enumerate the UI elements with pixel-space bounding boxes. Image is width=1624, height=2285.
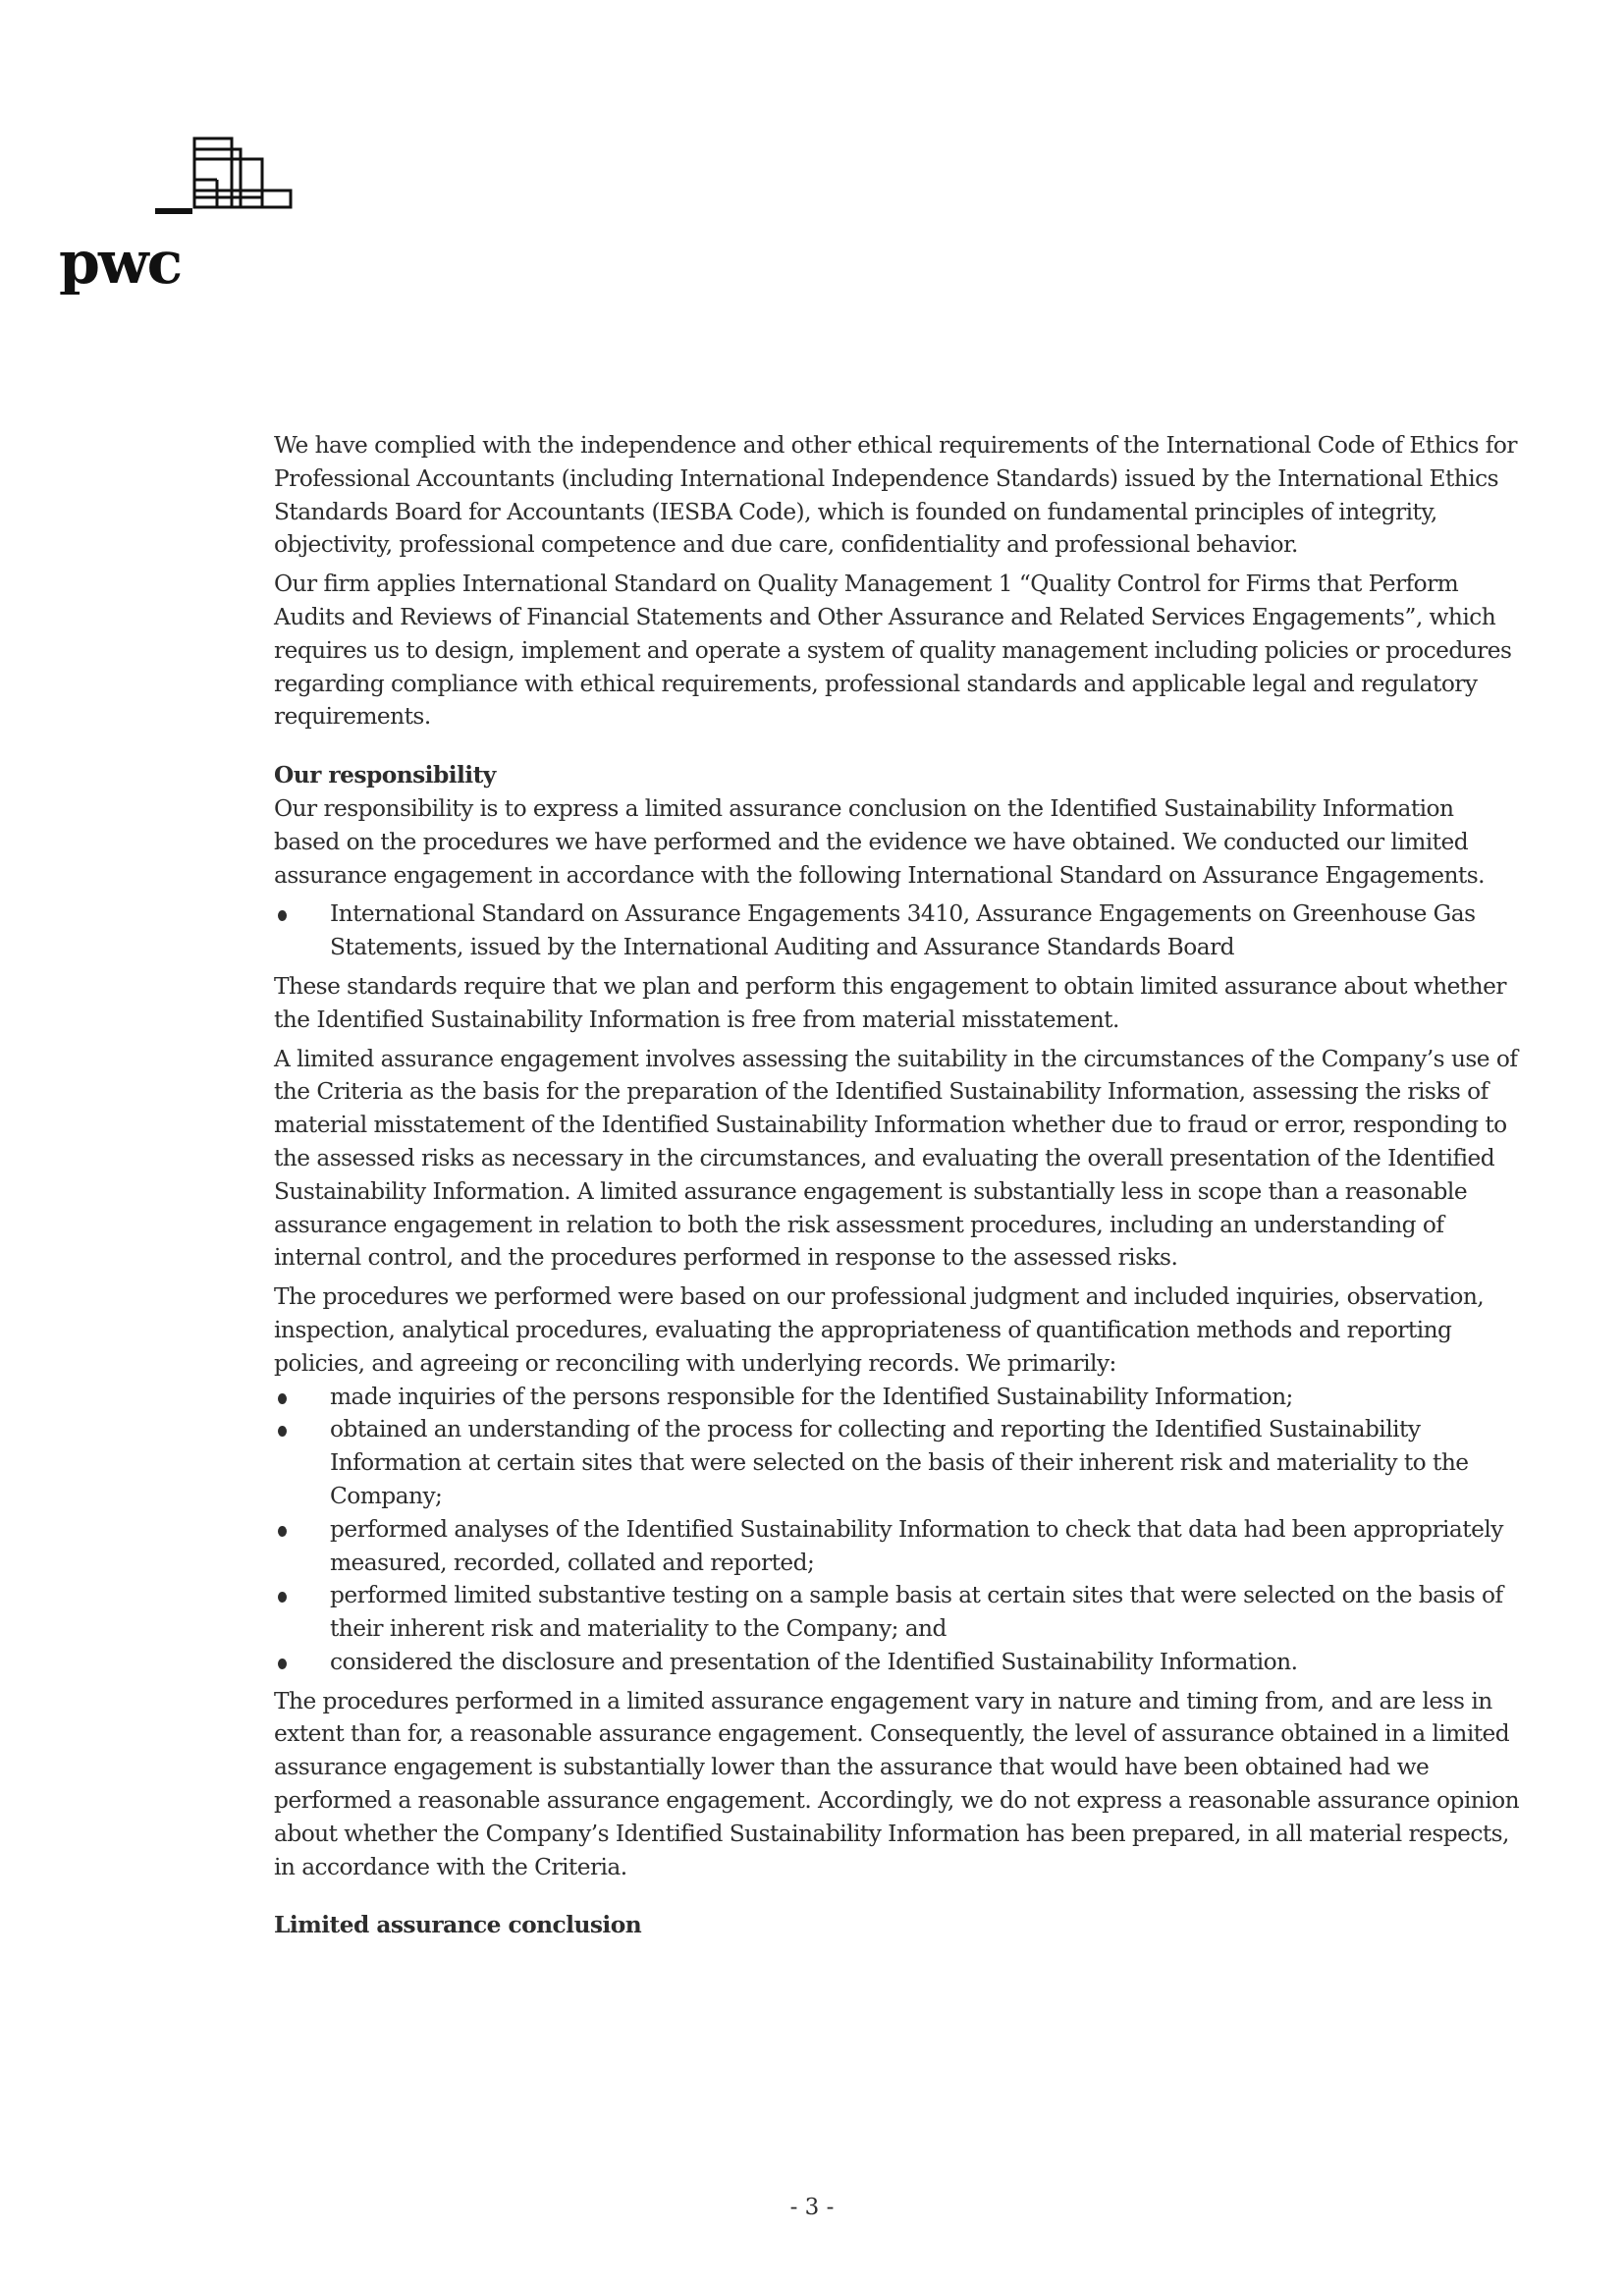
section-heading-limited-assurance-conclusion: Limited assurance conclusion xyxy=(274,1912,642,1939)
list-item: considered the disclosure and presentation of the Identified Sustainability Information. xyxy=(274,1646,1526,1679)
list-item: performed limited substantive testing on a sample basis at certain sites that were selected on the basis of their inherent risk and materiality to the Company; and xyxy=(274,1579,1526,1646)
standards-list xyxy=(274,898,1526,964)
list-item: International Standard on Assurance Engagements 3410, Assurance Engagements on Greenhouse Gas Statements, issued by the International Auditing and Assurance Standards Board xyxy=(274,898,1526,964)
list-item: performed analyses of the Identified Sustainability Information to check that data had been appropriately measured, recorded, collated and reported; xyxy=(274,1513,1526,1580)
section-heading-our-responsibility: Our responsibility xyxy=(274,762,496,789)
report-body xyxy=(274,429,1526,1942)
page-number: - 3 - xyxy=(789,2195,835,2220)
procedures-paragraph: The procedures we performed were based on our professional judgment and included inquiries, observation, inspection, analytical procedures, evaluating the appropriateness of quantification methods and reporting policies, and agreeing or reconciling with underlying records. We primarily: xyxy=(274,1283,1485,1377)
procedures-list xyxy=(274,1381,1526,1679)
list-item: made inquiries of the persons responsible for the Identified Sustainability Information; xyxy=(274,1381,1526,1414)
procedures-vary-paragraph: The procedures performed in a limited assurance engagement vary in nature and timing from, and are less in extent than for, a reasonable assurance engagement. Consequently, the level of assurance obtained in a limited assurance engagement is substantially lower than the assurance that would have been obtained had we performed a reasonable assurance engagement. Accordingly, we do not express a reasonable assurance opinion about whether the Company’s Identified Sustainability Information has been prepared, in all material respects, in accordance with the Criteria. xyxy=(274,1687,1520,1880)
pwc-logo xyxy=(59,128,295,295)
standards-require-paragraph: These standards require that we plan and perform this engagement to obtain limited assurance about whether the Identified Sustainability Information is free from material misstatement. xyxy=(274,972,1506,1033)
pwc-building-blocks-logo-icon xyxy=(59,128,295,295)
svg-text:pwc: pwc xyxy=(59,229,182,295)
list-item: obtained an understanding of the process for collecting and reporting the Identified Sustainability Information at certain sites that were selected on the basis of their inherent risk and materiality to the Company; xyxy=(274,1413,1526,1512)
limited-engagement-paragraph: A limited assurance engagement involves assessing the suitability in the circumstances of the Company’s use of the Criteria as the basis for the preparation of the Identified Sustainability Information, assessing the risks of material misstatement of the Identified Sustainability Information whether due to fraud or error, responding to the assessed risks as necessary in the circumstances, and evaluating the overall presentation of the Identified Sustainability Information. A limited assurance engagement is substantially less in scope than a reasonable assurance engagement in relation to both the risk assessment procedures, including an understanding of internal control, and the procedures performed in response to the assessed risks. xyxy=(274,1045,1518,1272)
ethics-paragraph: We have complied with the independence and other ethical requirements of the International Code of Ethics for Professional Accountants (including International Independence Standards) issued by the International Ethics Standards Board for Accountants (IESBA Code), which is founded on fundamental principles of integrity, objectivity, professional competence and due care, confidentiality and professional behavior. xyxy=(274,432,1517,559)
responsibility-paragraph: Our responsibility is to express a limited assurance conclusion on the Identified Sustainability Information based on the procedures we have performed and the evidence we have obtained. We conducted our limited assurance engagement in accordance with the following International Standard on Assurance Engagements. xyxy=(274,794,1485,889)
quality-management-paragraph: Our firm applies International Standard on Quality Management 1 “Quality Control for Firms that Perform Audits and Reviews of Financial Statements and Other Assurance and Related Services Engagements”, which requires us to design, implement and operate a system of quality management including policies or procedures regarding compliance with ethical requirements, professional standards and applicable legal and regulatory requirements. xyxy=(274,571,1512,731)
